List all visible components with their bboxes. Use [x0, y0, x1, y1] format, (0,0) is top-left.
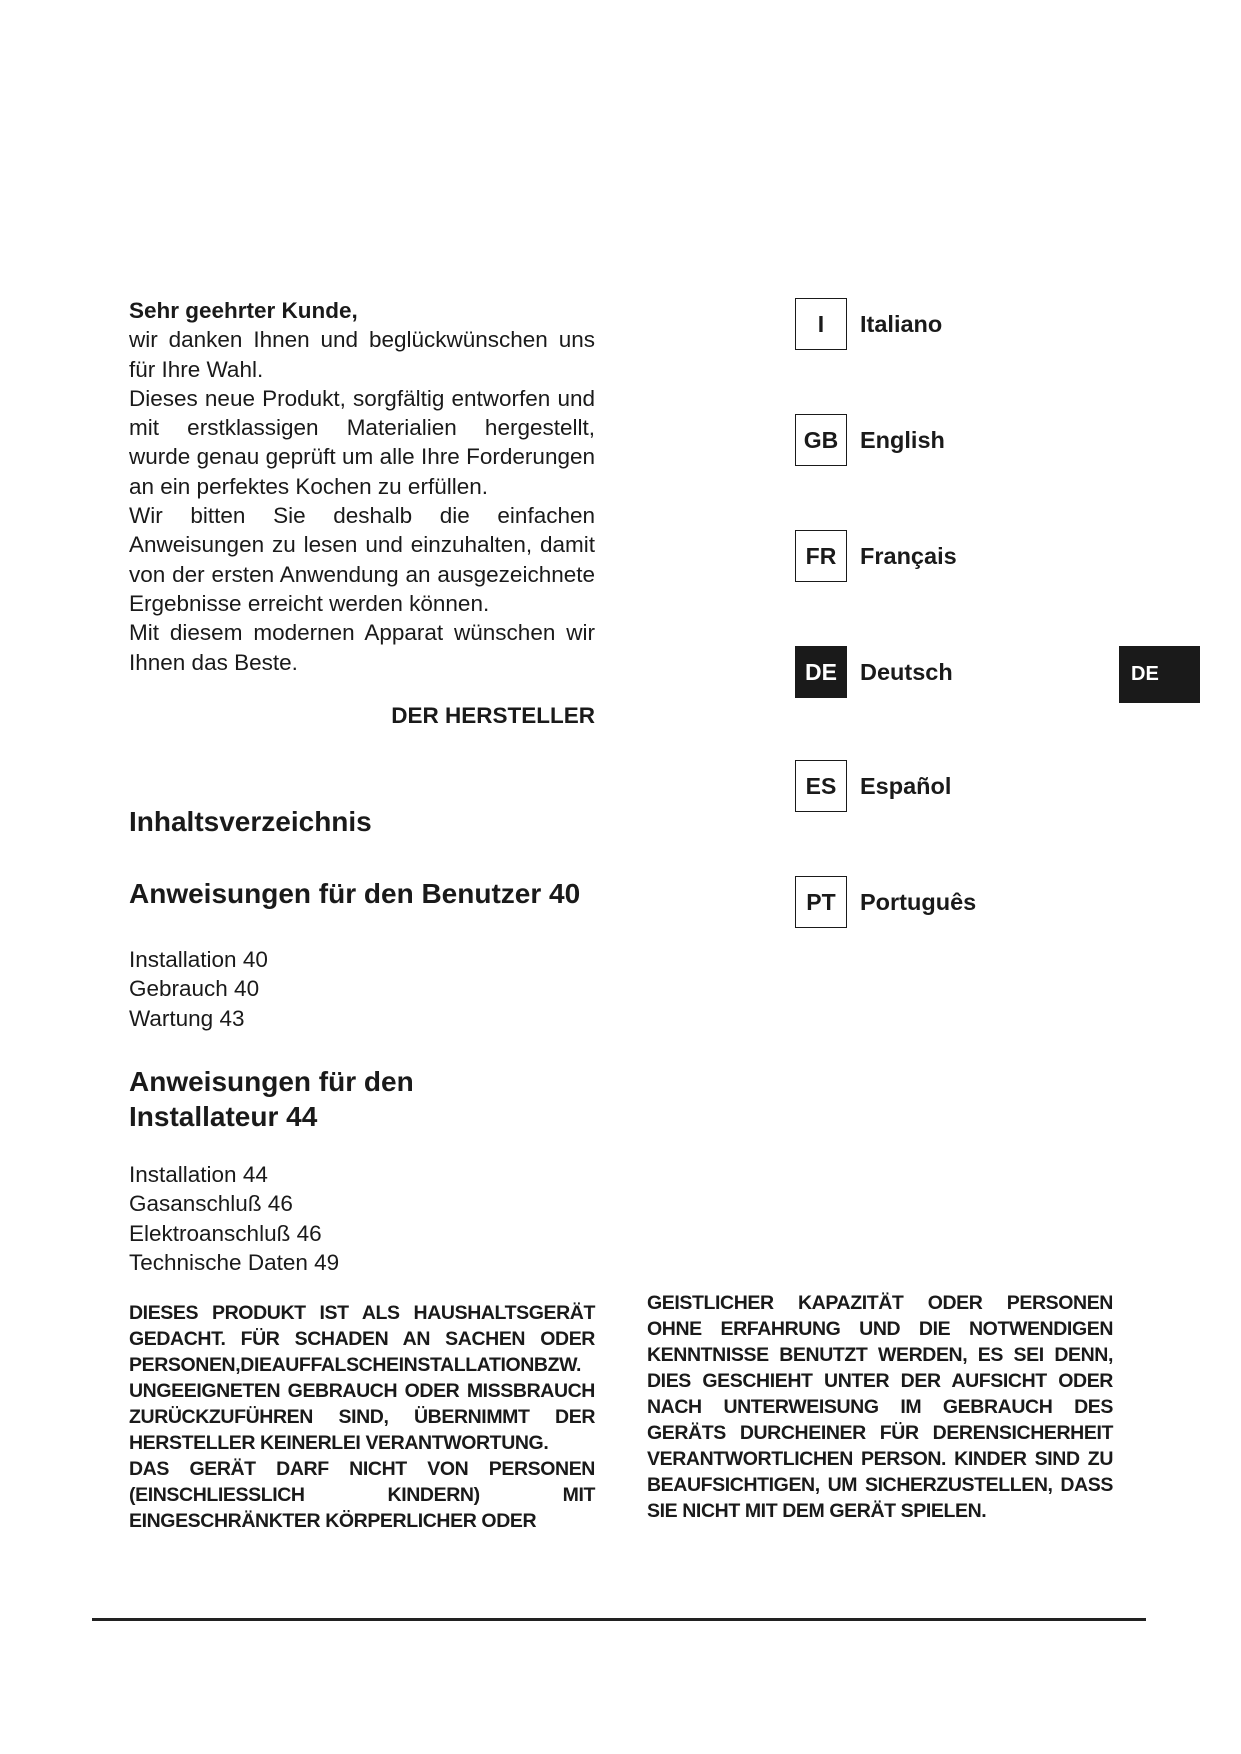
intro-paragraph: Dieses neue Produkt, sorgfältig entworfen und mit erstklassigen Materialien hergestellt, wurde genau geprüft um alle Ihre Forderungen an ein perfektes Kochen zu erfüllen. — [129, 385, 595, 499]
section-tab-de[interactable]: DE — [1119, 646, 1200, 703]
lang-code: FR — [795, 530, 847, 582]
warning-left — [129, 1300, 595, 1534]
toc-user-list — [129, 945, 268, 1033]
signature: DER HERSTELLER — [391, 703, 595, 728]
footer-rule — [92, 1618, 1146, 1621]
lang-english[interactable] — [795, 414, 945, 466]
lang-deutsch[interactable] — [795, 646, 953, 698]
lang-code: DE — [795, 646, 847, 698]
warning-paragraph: DAS GERÄT DARF NICHT VON PERSONEN (EINSCHLIESSLICH KINDERN) MIT EINGESCHRÄNKTER KÖRPERLICHER ODER — [129, 1458, 595, 1532]
toc-item: Elektroanschluß 46 — [129, 1220, 322, 1246]
greeting: Sehr geehrter Kunde, — [129, 298, 358, 323]
toc-item: Gasanschluß 46 — [129, 1191, 293, 1217]
lang-name: Español — [860, 772, 952, 799]
intro-paragraph: wir danken Ihnen und beglückwünschen uns für Ihre Wahl. — [129, 327, 595, 382]
lang-name: Português — [860, 888, 977, 915]
toc-user-heading: Anweisungen für den Benutzer 40 — [129, 878, 581, 909]
toc-item: Installation 44 — [129, 1162, 268, 1187]
lang-code: ES — [795, 760, 847, 812]
intro-paragraph: Mit diesem modernen Apparat wünschen wir Ihnen das Beste. — [129, 620, 595, 675]
lang-code: PT — [795, 876, 847, 928]
toc-installer-heading-line1: Anweisungen für den — [129, 1066, 414, 1097]
lang-name: Deutsch — [860, 658, 953, 685]
intro-paragraph: Wir bitten Sie deshalb die einfachen Anweisungen zu lesen und einzuhalten, damit von der ersten Anwendung an ausgezeichnete Ergebnisse erreicht werden können. — [129, 503, 595, 616]
lang-name: Français — [860, 542, 957, 569]
intro-letter — [129, 296, 595, 677]
toc-title: Inhaltsverzeichnis — [129, 806, 372, 837]
lang-name: Italiano — [860, 310, 943, 337]
lang-italiano[interactable] — [795, 298, 942, 350]
toc-installer-heading-line2: Installateur 44 — [129, 1101, 318, 1132]
lang-espanol[interactable] — [795, 760, 951, 812]
toc-installer-heading — [129, 1064, 595, 1134]
warning-right — [647, 1290, 1113, 1524]
lang-portugues[interactable] — [795, 876, 976, 928]
lang-code: GB — [795, 414, 847, 466]
warning-paragraph: DIESES PRODUKT IST ALS HAUSHALTSGERÄT GEDACHT. FÜR SCHADEN AN SACHEN ODER PERSONEN,DIEAUFFALSCHEINSTALLATIONBZW. UNGEEIGNETEN GEBRAUCH ODER MISSBRAUCH ZURÜCKZUFÜHREN SIND, ÜBERNIMMT DER HERSTELLER KEINERLEI VERANTWORTUNG. — [129, 1302, 595, 1454]
lang-francais[interactable] — [795, 530, 957, 582]
warning-paragraph: GEISTLICHER KAPAZITÄT ODER PERSONEN OHNE ERFAHRUNG UND DIE NOTWENDIGEN KENNTNISSE BENUTZT WERDEN, ES SEI DENN, DIES GESCHIEHT UNTER DER AUFSICHT ODER NACH UNTERWEISUNG IM GEBRAUCH DES GERÄTS DURCHEINER FÜR DERENSICHERHEIT VERANTWORTLICHEN PERSON. KINDER SIND ZU BEAUFSICHTIGEN, UM SICHERZUSTELLEN, DASS SIE NICHT MIT DEM GERÄT SPIELEN. — [647, 1292, 1113, 1522]
toc-installer-list — [129, 1160, 339, 1277]
toc-item: Gebrauch 40 — [129, 976, 260, 1002]
lang-name: English — [860, 426, 945, 453]
toc-item: Wartung 43 — [129, 1005, 245, 1031]
toc-item: Installation 40 — [129, 947, 268, 972]
toc-item: Technische Daten 49 — [129, 1249, 340, 1275]
lang-code: I — [795, 298, 847, 350]
